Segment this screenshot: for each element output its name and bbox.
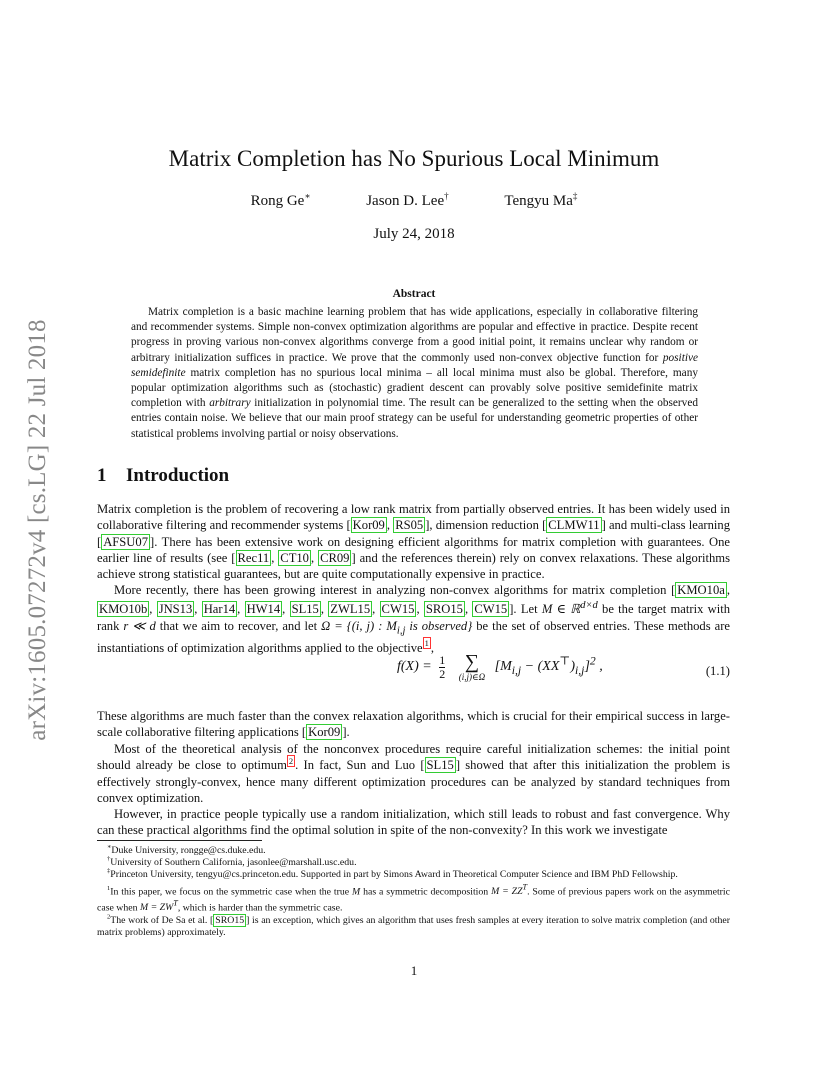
math-text: is observed} bbox=[405, 618, 473, 633]
math-superscript: d×d bbox=[580, 600, 598, 612]
sum-subscript: (i,j)∈Ω bbox=[458, 672, 486, 682]
paragraph: Matrix completion is the problem of recovering a low rank matrix from partially observed entries. It has been widely used in collaborative filtering and recommender systems [ Kor09 , RS05 ], dimension reduction [ CLMW11 ] and multi-class learning [ AFSU07 ]. There has been extensive work on designing efficient algorithms for matrix completion with guarantees. One earlier line of results (see [ Rec11 , CT10 , CR09 ] and the references therein) rely on convex relaxations. These algorithms achieve strong statistical guarantees, but are quite computationally expensive in practice. bbox=[97, 502, 731, 582]
citation-link[interactable]: RS05 bbox=[395, 518, 424, 533]
citation-link[interactable]: SL15 bbox=[426, 758, 454, 773]
footnote-reference[interactable]: 1 bbox=[424, 638, 429, 649]
equation-text: ) bbox=[570, 659, 576, 675]
author-name: Tengyu Ma bbox=[504, 193, 573, 209]
abstract-text: Matrix completion is a basic machine learning problem that has wide applications, especially in collaborative filtering and recommender systems. Simple non-convex optimization algorithms are popular and effective in practice. Despite recent progress in proving various non-convex algorithms converge from a good initial point, it remains unclear why random or arbitrary initialization suffices in practice. We prove that the commonly used non-convex objective function for bbox=[131, 306, 698, 364]
paragraph-text: . In fact, Sun and Luo [ bbox=[295, 758, 425, 773]
fraction-denominator: 2 bbox=[439, 666, 446, 681]
author bbox=[366, 193, 448, 210]
paragraph bbox=[97, 741, 730, 806]
citation-link[interactable]: Kor09 bbox=[308, 725, 341, 740]
paper-date: July 24, 2018 bbox=[373, 226, 455, 242]
math-inline bbox=[542, 602, 598, 616]
page-number: 1 bbox=[410, 963, 418, 978]
math-inline: r ≪ d bbox=[123, 618, 156, 633]
equation-superscript: 2 bbox=[589, 654, 596, 668]
footnote-reference[interactable]: 2 bbox=[288, 756, 294, 767]
math-subscript: i,j bbox=[396, 625, 406, 637]
math-text: M = ZW bbox=[139, 902, 174, 914]
equation-subscript: i,j bbox=[575, 664, 585, 678]
equation-superscript: ⊤ bbox=[559, 654, 571, 668]
paragraph bbox=[97, 708, 730, 741]
math-superscript: T bbox=[173, 899, 178, 909]
citation-link[interactable]: AFSU07 bbox=[103, 534, 148, 549]
citation-link[interactable]: KMO10a bbox=[677, 583, 725, 597]
paragraph-text: Matrix completion is the problem of recovering a low rank matrix from partially observed entries. It has been widely used in collaborative filtering and recommender systems bbox=[97, 502, 730, 533]
author bbox=[504, 193, 577, 210]
footnote bbox=[97, 882, 730, 915]
citation-link[interactable]: ZWL15 bbox=[330, 602, 371, 617]
section-title: Introduction bbox=[126, 465, 230, 486]
citation-link[interactable]: HW14 bbox=[246, 602, 281, 617]
abstract-emphasis: positive semidefinite bbox=[131, 351, 698, 379]
author-name: Rong Ge bbox=[250, 193, 305, 209]
math-inline bbox=[321, 618, 473, 637]
display-equation bbox=[97, 652, 730, 698]
footnote-text: University of Southern California, jasonlee@marshall.usc.edu. bbox=[110, 857, 357, 869]
citation-link[interactable]: Har14 bbox=[203, 602, 236, 617]
math-inline bbox=[139, 899, 178, 914]
footnote bbox=[97, 845, 730, 857]
footnote-mark: ‡ bbox=[107, 868, 111, 876]
paragraph: More recently, there has been growing interest in analyzing non-convex algorithms for matrix completion [ KMO10a , KMO10b , JNS13 , Har14 , HW14 , SL15 , ZWL15 , CW15 , SRO15 , CW15 ]. Let M ∈ ℝ$^{d\times d}$ be the target matrix with rank r ≪ d that we aim to recover, and let Ω = {(i, j) : $M_{i,j}$ is observed} be the set of observed entries. These methods are instantiations of optimization algorithms applied to the objective $^1$ , bbox=[97, 583, 731, 655]
paragraph-text: ]. bbox=[342, 725, 350, 740]
paragraph-text: , bbox=[386, 518, 394, 533]
paper-title: Matrix Completion has No Spurious Local Minimum bbox=[168, 146, 660, 171]
author-affiliation-mark: ∗ bbox=[304, 191, 311, 201]
sum-symbol: ∑ bbox=[464, 651, 480, 673]
abstract-emphasis: arbitrary bbox=[209, 397, 251, 410]
author-name: Jason D. Lee bbox=[366, 193, 445, 209]
math-text: Ω = {(i, j) : M bbox=[321, 618, 397, 633]
author bbox=[251, 193, 311, 210]
citation-link[interactable]: SL15 bbox=[291, 602, 319, 617]
paragraph-text: , bbox=[271, 550, 279, 565]
footnote-text: ] is an exception, which gives an algorithm that uses fresh samples at every iteration to solve matrix completion (and other matrix problems) approximately. bbox=[97, 914, 730, 938]
abstract-text: matrix completion has no spurious local minima – all local minima must also be global. Therefore, many popular optimization algorithms such as (stochastic) gradient descent can provably solve positive semidefinite matrix completion with bbox=[131, 366, 698, 410]
paragraph-text: ]. There has been extensive work on designing efficient algorithms for matrix completion with guarantees. One earlier line of results (see [ bbox=[97, 534, 730, 565]
paragraph-text: that we aim to recover, and let bbox=[155, 618, 322, 633]
paragraph-text: ] and multi-class learning [ bbox=[97, 518, 731, 549]
footnote-mark: 2 bbox=[107, 913, 111, 921]
math-text: M ∈ ℝ bbox=[541, 602, 581, 617]
footnote bbox=[97, 857, 730, 869]
equation-text: , bbox=[595, 659, 603, 675]
paragraph-text: More recently, there has been growing interest in analyzing non-convex algorithms for matrix completion [ bbox=[114, 583, 676, 597]
paragraph-text: be the set of observed entries. These methods are instantiations of optimization algorithms applied to the objective bbox=[97, 618, 730, 655]
citation-link[interactable]: CW15 bbox=[474, 602, 508, 617]
equation-text: − (XX bbox=[521, 659, 560, 675]
paragraph-text: , bbox=[310, 550, 319, 565]
paragraph-text: Most of the theoretical analysis of the nonconvex procedures require careful initialization schemes: the initial point should already be close to optimum bbox=[97, 742, 730, 773]
section-heading bbox=[97, 465, 229, 487]
footnote-text: has a symmetric decomposition bbox=[360, 885, 492, 897]
author-affiliation-mark: ‡ bbox=[572, 191, 578, 201]
equation-fraction bbox=[439, 654, 445, 681]
citation-link[interactable]: KMO10b bbox=[99, 602, 148, 617]
equation-text: ] bbox=[584, 659, 590, 675]
footnote-text: . Some of previous papers work on the asymmetric case when bbox=[97, 885, 731, 914]
paragraph-text: However, in practice people typically use a random initialization, which still leads to robust and fast convergence. Why can these practical algorithms find the optimal solution in spite of the non-convexity? In this work we investigate bbox=[97, 807, 730, 838]
equation-text: [M bbox=[494, 659, 512, 675]
footnote bbox=[97, 915, 730, 939]
citation-link[interactable]: Rec11 bbox=[237, 550, 270, 565]
equation-number: (1.1) bbox=[705, 664, 730, 678]
footnote-text: , which is harder than the symmetric case. bbox=[177, 902, 343, 914]
citation-link[interactable]: CLMW11 bbox=[548, 518, 600, 533]
paragraph-text: ] and the references therein) rely on convex relaxations. These algorithms achieve strong statistical guarantees, but are quite computationally expensive in practice. bbox=[97, 550, 731, 582]
citation-link[interactable]: CW15 bbox=[381, 602, 415, 617]
citation-link[interactable]: JNS13 bbox=[158, 602, 193, 617]
abstract-text: initialization in polynomial time. The result can be generalized to the setting when the observed entries contain noise. We believe that our main proof strategy can be useful for understanding geometric properties of other statistical problems involving partial or noisy observations. bbox=[131, 397, 698, 440]
paragraph-text: ] showed that after this initialization the problem is effectively strongly-convex, hence many different optimization procedures can be analyzed by standard techniques from convex optimization. bbox=[97, 758, 730, 805]
paragraph bbox=[97, 806, 730, 839]
author-affiliation-mark: † bbox=[444, 191, 449, 201]
footnote-text: Duke University, rongge@cs.duke.edu. bbox=[111, 845, 266, 856]
footnote-mark: † bbox=[107, 855, 111, 863]
equation-body bbox=[397, 652, 603, 682]
equation-lhs: f(X) = bbox=[397, 659, 432, 675]
section-number: 1 bbox=[97, 465, 107, 486]
abstract-body bbox=[131, 305, 698, 442]
footnotes bbox=[97, 845, 730, 939]
paragraph-text: ], dimension reduction [ bbox=[425, 518, 547, 533]
footnote-mark: ∗ bbox=[107, 843, 112, 851]
arxiv-identifier-stamp: arXiv:1605.07272v4 [cs.LG] 22 Jul 2018 bbox=[24, 319, 51, 741]
citation-link[interactable]: CT10 bbox=[280, 550, 309, 565]
paragraph-text: ]. Let bbox=[509, 602, 542, 617]
math-superscript: T bbox=[522, 882, 528, 892]
footnote-text: In this paper, we focus on the symmetric case when the true bbox=[110, 885, 353, 897]
equation-subscript: i,j bbox=[511, 664, 522, 678]
paragraph-text: , bbox=[430, 640, 435, 655]
paragraph-text: These algorithms are much faster than the convex relaxation algorithms, which is crucial for their empirical success in large-scale collaborative filtering applications [ bbox=[97, 709, 730, 740]
math-text: M = ZZ bbox=[491, 885, 523, 897]
citation-link[interactable]: SRO15 bbox=[215, 914, 245, 926]
footnote-text: The work of De Sa et al. [ bbox=[110, 914, 214, 926]
citation-link[interactable]: CR09 bbox=[320, 550, 350, 565]
math-inline bbox=[491, 882, 528, 897]
math-inline: M bbox=[352, 885, 361, 897]
author-list bbox=[0, 193, 828, 210]
footnote-mark: 1 bbox=[107, 884, 111, 892]
citation-link[interactable]: SRO15 bbox=[425, 602, 463, 617]
abstract-heading: Abstract bbox=[392, 288, 436, 300]
footnote-divider bbox=[97, 840, 262, 841]
fraction-numerator: 1 bbox=[439, 652, 446, 667]
footnote bbox=[97, 869, 730, 881]
equation-sum bbox=[459, 652, 485, 682]
footnote-text: Princeton University, tengyu@cs.princeton.edu. Supported in part by Simons Award in Theoretical Computer Science and IBM PhD Fellowship. bbox=[110, 869, 678, 881]
paragraph-text: be the target matrix with rank bbox=[97, 602, 731, 633]
citation-link[interactable]: Kor09 bbox=[352, 518, 385, 533]
